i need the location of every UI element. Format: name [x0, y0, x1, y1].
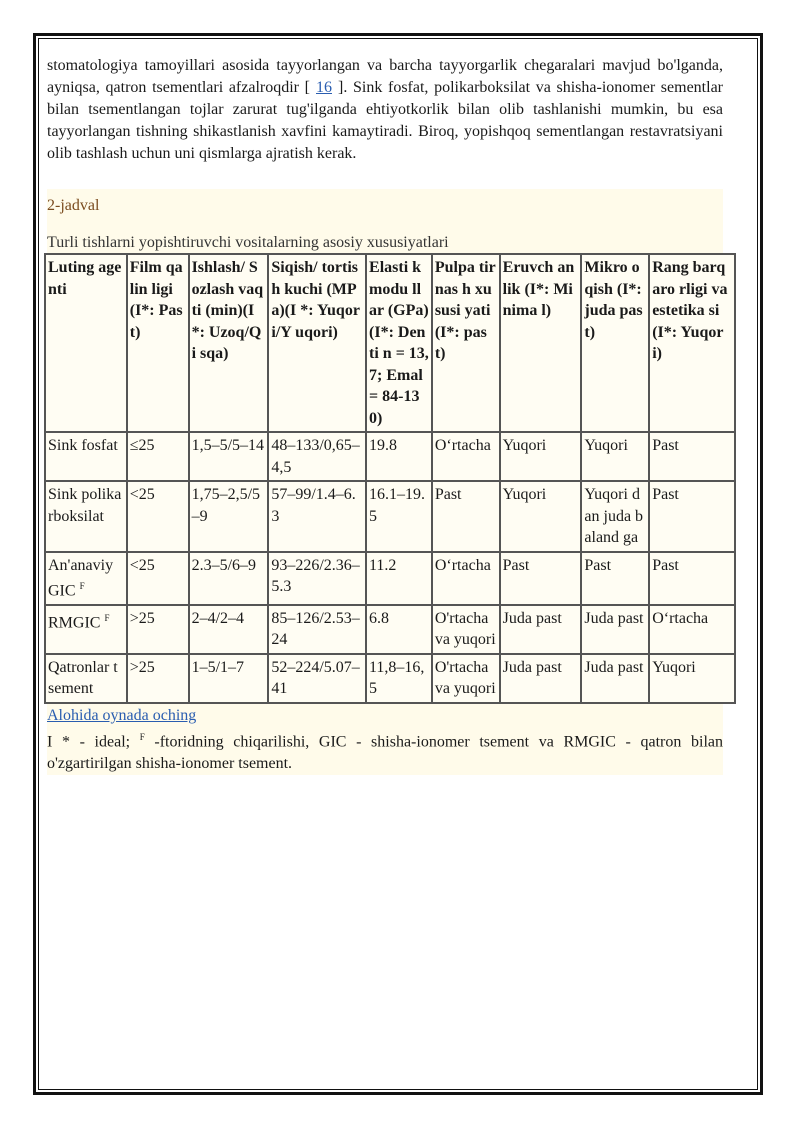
cell-pulp: O'rtacha va yuqori	[432, 605, 500, 654]
table-row	[45, 654, 735, 703]
cell-color: Past	[649, 432, 735, 481]
intro-text-2: ]. Sink fosfat, polikarboksilat va shisha-ionomer sementlar bilan tsementlangan tojlar zarurat tug'ilganda ehtiyotkorlik bilan olib tashlanishi mumkin, bu esa tayyorlangan tishning shikastlanish xavfini kamaytiradi. Biroq, yopishqoq sementlangan restavratsiyani olib tashlash uchun uni qismlarga ajratish kerak.	[47, 79, 724, 162]
header-cell: Mikro oqish (I*: juda past)	[581, 254, 649, 432]
agent-name: Sink polikarboksilat	[48, 486, 122, 525]
header-cell: Ishlash/ Sozlash vaqti (min)(I *: Uzoq/Qi sqa)	[189, 254, 269, 432]
footnote-text-1: I * - ideal;	[47, 733, 140, 751]
table-row	[45, 552, 735, 605]
cell-color: Yuqori	[649, 654, 735, 703]
table-body	[45, 432, 735, 703]
cell-micro: Yuqori dan juda baland ga	[581, 481, 649, 552]
intro-text-1: stomatologiya tamoyillari asosida tayyorlangan va barcha tayyorgarlik chegaralari mavjud bo'lganda, ayniqsa, qatron tsementlari afzalroqdir [	[47, 57, 723, 96]
cell-micro: Past	[581, 552, 649, 605]
header-cell: Rang barqaro rligi va estetika si (I*: Yuqori)	[649, 254, 735, 432]
table-row	[45, 481, 735, 552]
cell-color: Past	[649, 481, 735, 552]
cell-modulus: 11,8–16,5	[366, 654, 432, 703]
cell-film: <25	[127, 481, 189, 552]
cell-strength: 52–224/5.07–41	[268, 654, 366, 703]
table-number: 2-jadval	[47, 197, 100, 214]
properties-table	[44, 253, 736, 704]
cell-time: 1,5–5/5–14	[189, 432, 269, 481]
footnote-text-2: -ftoridning chiqarilishi, GIC - shisha-ionomer tsement va RMGIC - qatron bilan o'zgartirilgan shisha-ionomer tsement.	[47, 733, 723, 773]
header-cell: Eruvch anlik (I*: Minima l)	[500, 254, 582, 432]
reference-link[interactable]: 16	[316, 79, 332, 96]
cell-pulp: Past	[432, 481, 500, 552]
table-section	[47, 189, 728, 775]
cell-micro: Juda past	[581, 654, 649, 703]
open-in-window-link[interactable]: Alohida oynada oching	[47, 706, 197, 724]
cell-time: 1–5/1–7	[189, 654, 269, 703]
table-title: Turli tishlarni yopishtiruvchi vositalarning asosiy xususiyatlari	[47, 234, 449, 251]
cell-film: <25	[127, 552, 189, 605]
agent-name: Qatronlar tsement	[48, 658, 118, 698]
cell-agent	[45, 481, 127, 552]
cell-color: Past	[649, 552, 735, 605]
agent-sup: F	[79, 581, 85, 591]
agent-name: An'anaviy GIC	[48, 556, 114, 600]
table-row	[45, 605, 735, 654]
cell-agent	[45, 552, 127, 605]
table-row	[45, 432, 735, 481]
cell-modulus: 6.8	[366, 605, 432, 654]
cell-strength: 57–99/1.4–6.3	[268, 481, 366, 552]
cell-strength: 93–226/2.36–5.3	[268, 552, 366, 605]
header-cell: Pulpa tirnas h xususi yati (I*: past)	[432, 254, 500, 432]
cell-micro: Yuqori	[581, 432, 649, 481]
cell-solubility: Juda past	[500, 654, 582, 703]
cell-modulus: 19.8	[366, 432, 432, 481]
cell-agent	[45, 654, 127, 703]
header-cell: Siqish/ tortish kuchi (MPa)(I *: Yuqori/Y uqori)	[268, 254, 366, 432]
cell-color: O‘rtacha	[649, 605, 735, 654]
footnote-sup: F	[139, 731, 145, 742]
document-content	[47, 55, 728, 775]
cell-film: >25	[127, 605, 189, 654]
cell-solubility: Past	[500, 552, 582, 605]
table-header-row	[45, 254, 735, 432]
header-cell: Luting agenti	[45, 254, 127, 432]
cell-film: ≤25	[127, 432, 189, 481]
agent-sup: F	[104, 612, 110, 623]
cell-pulp: O‘rtacha	[432, 552, 500, 605]
cell-film: >25	[127, 654, 189, 703]
cell-modulus: 16.1–19.5	[366, 481, 432, 552]
header-cell: Elasti k modu llar (GPa) (I*: Denti n = 13,7; Emal = 84-130)	[366, 254, 432, 432]
cell-time: 2.3–5/6–9	[189, 552, 269, 605]
agent-name: Sink fosfat	[48, 437, 118, 454]
cell-agent	[45, 432, 127, 481]
cell-solubility: Yuqori	[500, 481, 582, 552]
cell-modulus: 11.2	[366, 552, 432, 605]
cell-time: 1,75–2,5/5–9	[189, 481, 269, 552]
cell-pulp: O‘rtacha	[432, 432, 500, 481]
cell-strength: 85–126/2.53–24	[268, 605, 366, 654]
cell-time: 2–4/2–4	[189, 605, 269, 654]
cell-micro: Juda past	[581, 605, 649, 654]
header-cell: Film qalin ligi (I*: Past)	[127, 254, 189, 432]
cell-solubility: Yuqori	[500, 432, 582, 481]
cell-solubility: Juda past	[500, 605, 582, 654]
intro-paragraph	[47, 55, 723, 165]
cell-strength: 48–133/0,65–4,5	[268, 432, 366, 481]
cell-pulp: O'rtacha va yuqori	[432, 654, 500, 703]
cell-agent	[45, 605, 127, 654]
table-footnote	[47, 726, 723, 775]
agent-name: RMGIC	[48, 614, 101, 632]
